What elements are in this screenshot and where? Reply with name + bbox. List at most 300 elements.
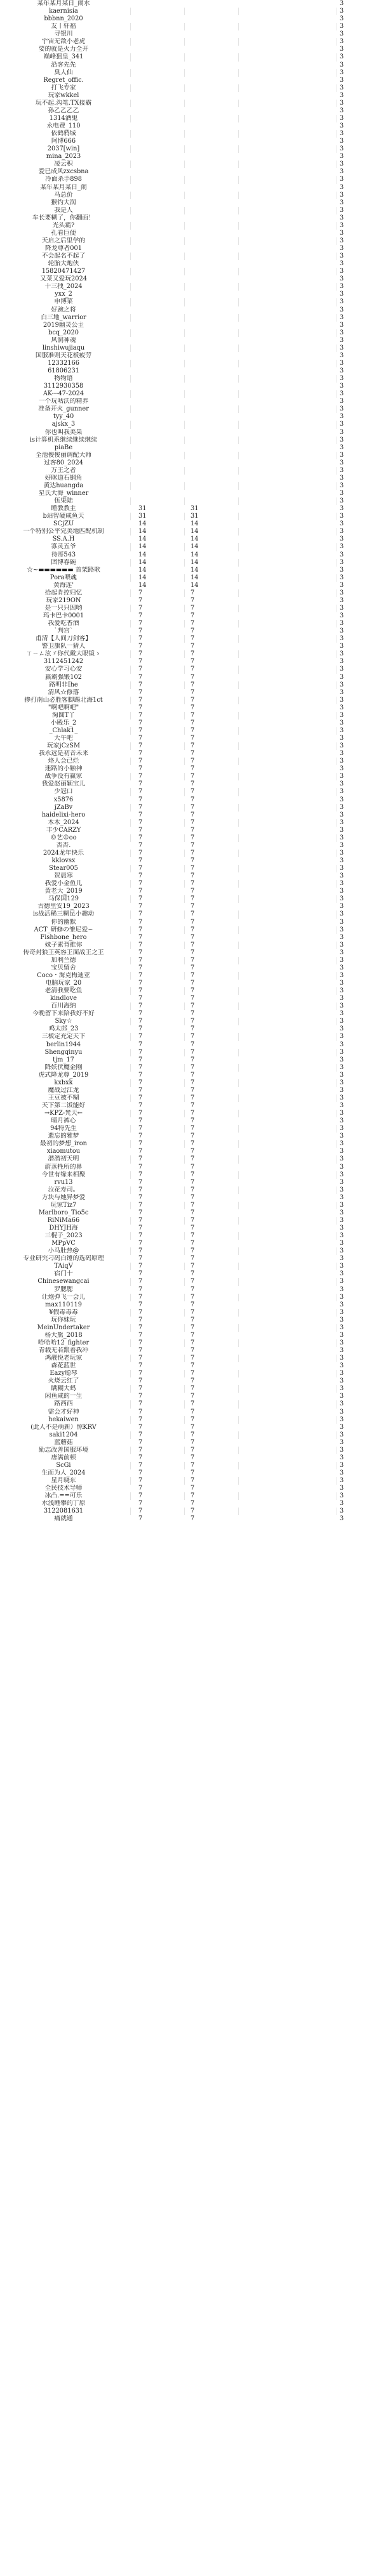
table-row bbox=[0, 1094, 381, 1102]
score-c-cell: 3 bbox=[340, 1477, 344, 1485]
table-row bbox=[0, 926, 381, 934]
table-row bbox=[0, 903, 381, 910]
score-a-cell: 7 bbox=[138, 788, 143, 796]
score-a-cell: 7 bbox=[138, 1240, 143, 1247]
score-b-cell: 7 bbox=[190, 865, 195, 872]
score-b-cell: 7 bbox=[190, 895, 195, 903]
score-c-cell: 3 bbox=[340, 15, 344, 23]
score-b-cell: 7 bbox=[190, 1485, 195, 1492]
score-b-cell: 7 bbox=[190, 1393, 195, 1400]
name-cell: yxx_2 bbox=[55, 291, 72, 298]
table-row bbox=[0, 597, 381, 605]
name-cell: 玩家219ON bbox=[46, 596, 81, 604]
score-a-cell: 7 bbox=[138, 1048, 143, 1056]
score-a-cell: 7 bbox=[138, 818, 143, 826]
score-b-cell: 7 bbox=[190, 1018, 195, 1025]
score-b-cell: 7 bbox=[190, 788, 195, 796]
table-row bbox=[0, 360, 381, 367]
table-row bbox=[0, 1439, 381, 1447]
name-cell: kaernisia bbox=[49, 8, 78, 15]
table-row bbox=[0, 972, 381, 980]
score-b-cell: 7 bbox=[190, 704, 195, 711]
score-b-cell: 7 bbox=[190, 880, 195, 888]
score-c-cell: 3 bbox=[340, 1446, 344, 1454]
score-c-cell: 3 bbox=[340, 1370, 344, 1377]
name-cell: 潜潜初天明 bbox=[48, 1155, 79, 1163]
table-row bbox=[0, 161, 381, 168]
score-c-cell: 3 bbox=[340, 428, 344, 436]
score-c-cell: 3 bbox=[340, 1362, 344, 1370]
score-b-cell: 7 bbox=[190, 673, 195, 681]
score-b-cell: 7 bbox=[190, 1079, 195, 1086]
table-row bbox=[0, 1424, 381, 1431]
table-row bbox=[0, 949, 381, 957]
score-c-cell: 3 bbox=[340, 206, 344, 214]
name-cell: 冰凸.==可乐 bbox=[44, 1492, 83, 1500]
table-row bbox=[0, 658, 381, 666]
score-c-cell: 3 bbox=[340, 84, 344, 91]
score-a-cell: 7 bbox=[138, 1339, 143, 1346]
table-row bbox=[0, 214, 381, 222]
score-b-cell: 7 bbox=[190, 1163, 195, 1171]
score-a-cell: 14 bbox=[138, 520, 147, 528]
score-c-cell: 3 bbox=[340, 8, 344, 15]
table-row bbox=[0, 1355, 381, 1362]
name-cell: tjm_17 bbox=[53, 1056, 74, 1063]
score-b-cell: 31 bbox=[190, 513, 199, 520]
score-a-cell: 7 bbox=[138, 635, 143, 643]
score-b-cell: 14 bbox=[190, 551, 199, 558]
score-a-cell: 7 bbox=[138, 1018, 143, 1025]
table-row bbox=[0, 383, 381, 390]
score-a-cell: 14 bbox=[138, 566, 147, 574]
table-row bbox=[0, 520, 381, 528]
score-a-cell: 7 bbox=[138, 1102, 143, 1109]
score-b-cell: 7 bbox=[190, 1370, 195, 1377]
score-b-cell: 7 bbox=[190, 1002, 195, 1010]
score-c-cell: 3 bbox=[340, 53, 344, 61]
score-c-cell: 3 bbox=[340, 811, 344, 818]
score-b-cell: 7 bbox=[190, 735, 195, 742]
score-b-cell: 7 bbox=[190, 1362, 195, 1370]
name-cell: 电脑玩家_20 bbox=[45, 980, 82, 987]
score-a-cell: 7 bbox=[138, 1285, 143, 1293]
score-c-cell: 3 bbox=[340, 826, 344, 834]
score-a-cell: 7 bbox=[138, 1117, 143, 1125]
table-row bbox=[0, 1202, 381, 1209]
score-b-cell: 7 bbox=[190, 658, 195, 666]
name-cell: 迷路的小触神 bbox=[44, 765, 83, 773]
score-c-cell: 3 bbox=[340, 313, 344, 321]
score-b-cell: 7 bbox=[190, 1339, 195, 1346]
score-a-cell: 7 bbox=[138, 865, 143, 872]
score-a-cell: 7 bbox=[138, 711, 143, 719]
table-row bbox=[0, 704, 381, 712]
name-cell: 宿门十 bbox=[54, 1270, 73, 1278]
name-cell: 玩你妹玩 bbox=[51, 1316, 76, 1324]
score-a-cell: 7 bbox=[138, 1201, 143, 1209]
table-row bbox=[0, 1255, 381, 1263]
score-c-cell: 3 bbox=[340, 735, 344, 742]
table-row bbox=[0, 46, 381, 53]
score-a-cell: 7 bbox=[138, 964, 143, 971]
score-c-cell: 3 bbox=[340, 1041, 344, 1048]
score-b-cell: 7 bbox=[190, 841, 195, 849]
table-row bbox=[0, 1056, 381, 1064]
name-cell: 寻银川 bbox=[54, 30, 73, 38]
score-c-cell: 3 bbox=[340, 834, 344, 841]
table-row bbox=[0, 459, 381, 467]
table-row bbox=[0, 168, 381, 176]
score-b-cell: 7 bbox=[190, 758, 195, 765]
name-cell: 玩不起.沟笔.TX接霸 bbox=[35, 99, 92, 107]
name-cell: 警卫旗队一猜人 bbox=[41, 643, 86, 650]
name-cell: 蔚蒸牲所的鼻 bbox=[44, 1163, 83, 1171]
score-a-cell: 7 bbox=[138, 949, 143, 956]
score-c-cell: 3 bbox=[340, 1316, 344, 1324]
table-row bbox=[0, 1209, 381, 1217]
table-row bbox=[0, 1515, 381, 1523]
score-c-cell: 3 bbox=[340, 383, 344, 390]
score-c-cell: 3 bbox=[340, 872, 344, 880]
name-cell: 车长要糊了，你翻面！ bbox=[32, 214, 95, 221]
score-a-cell: 7 bbox=[138, 1025, 143, 1033]
name-cell: 鸡太郎_23 bbox=[48, 1025, 79, 1033]
name-cell: 冷面杀手898 bbox=[45, 176, 82, 183]
table-row bbox=[0, 819, 381, 827]
table-row bbox=[0, 720, 381, 727]
score-b-cell: 7 bbox=[190, 1469, 195, 1476]
score-c-cell: 3 bbox=[340, 1385, 344, 1393]
score-a-cell: 7 bbox=[138, 719, 143, 726]
score-b-cell: 7 bbox=[190, 1140, 195, 1148]
name-cell: 生而为人_2024 bbox=[41, 1469, 86, 1476]
score-c-cell: 3 bbox=[340, 253, 344, 260]
score-c-cell: 3 bbox=[340, 1270, 344, 1278]
name-cell: 你也叫我美果 bbox=[44, 428, 83, 436]
name-cell: _Chlak1_ bbox=[49, 726, 78, 734]
score-b-cell: 7 bbox=[190, 596, 195, 604]
score-c-cell: 3 bbox=[340, 528, 344, 536]
score-c-cell: 3 bbox=[340, 221, 344, 229]
score-c-cell: 3 bbox=[340, 612, 344, 619]
score-b-cell: 7 bbox=[190, 688, 195, 696]
score-a-cell: 7 bbox=[138, 688, 143, 696]
name-cell: 今晚留下来陪我好不好 bbox=[32, 1010, 95, 1018]
table-row bbox=[0, 1140, 381, 1148]
score-b-cell: 7 bbox=[190, 1355, 195, 1362]
score-a-cell: 7 bbox=[138, 1400, 143, 1408]
score-c-cell: 3 bbox=[340, 773, 344, 780]
score-c-cell: 3 bbox=[340, 750, 344, 758]
table-row bbox=[0, 1018, 381, 1025]
score-b-cell: 7 bbox=[190, 872, 195, 880]
score-b-cell: 7 bbox=[190, 818, 195, 826]
table-row bbox=[0, 1010, 381, 1018]
table-row bbox=[0, 490, 381, 497]
score-a-cell: 7 bbox=[138, 888, 143, 895]
name-cell: 臭人仙 bbox=[54, 69, 73, 76]
score-b-cell: 7 bbox=[190, 1423, 195, 1431]
table-row bbox=[0, 666, 381, 673]
name-cell: xiaomutou bbox=[46, 1148, 81, 1155]
name-cell: 61806231 bbox=[48, 367, 79, 374]
score-c-cell: 3 bbox=[340, 161, 344, 168]
table-row bbox=[0, 253, 381, 260]
score-c-cell: 3 bbox=[340, 1500, 344, 1508]
score-c-cell: 3 bbox=[340, 1163, 344, 1171]
score-b-cell: 7 bbox=[190, 604, 195, 612]
score-a-cell: 7 bbox=[138, 1086, 143, 1094]
score-a-cell: 7 bbox=[138, 726, 143, 734]
name-cell: 妹子素背推你 bbox=[44, 941, 83, 949]
score-b-cell: 7 bbox=[190, 612, 195, 619]
score-c-cell: 3 bbox=[340, 650, 344, 658]
score-c-cell: 3 bbox=[340, 413, 344, 421]
score-b-cell: 7 bbox=[190, 742, 195, 750]
score-c-cell: 3 bbox=[340, 1232, 344, 1240]
score-b-cell: 7 bbox=[190, 726, 195, 734]
name-cell: kklovsx bbox=[51, 857, 76, 864]
score-c-cell: 3 bbox=[340, 69, 344, 76]
name-cell: MPpVC bbox=[51, 1240, 76, 1247]
score-c-cell: 3 bbox=[340, 711, 344, 719]
name-cell: 光头霸? bbox=[52, 221, 75, 229]
score-c-cell: 3 bbox=[340, 214, 344, 221]
name-cell: 战争没有赢家 bbox=[44, 773, 83, 780]
score-b-cell: 7 bbox=[190, 589, 195, 596]
score-c-cell: 3 bbox=[340, 980, 344, 987]
table-row bbox=[0, 551, 381, 559]
score-a-cell: 7 bbox=[138, 1033, 143, 1041]
name-cell: 降妖伏魔金刚 bbox=[44, 1063, 83, 1071]
score-a-cell: 7 bbox=[138, 1225, 143, 1232]
name-cell: 沿客先先 bbox=[51, 61, 76, 69]
score-a-cell: 7 bbox=[138, 1362, 143, 1370]
table-row bbox=[0, 322, 381, 329]
table-row bbox=[0, 735, 381, 742]
table-row bbox=[0, 750, 381, 758]
name-cell: 全民技术导师 bbox=[44, 1485, 83, 1492]
name-cell: 3112451242 bbox=[43, 658, 84, 666]
name-cell: 闲鱼咸的一生 bbox=[44, 1393, 83, 1400]
name-cell: linshiwujiaqu bbox=[42, 344, 85, 352]
table-row bbox=[0, 1317, 381, 1324]
name-cell: 方块与她异梦爱 bbox=[41, 1193, 86, 1201]
score-c-cell: 3 bbox=[340, 1431, 344, 1438]
score-a-cell: 7 bbox=[138, 1133, 143, 1140]
table-row bbox=[0, 1492, 381, 1500]
score-c-cell: 3 bbox=[340, 620, 344, 628]
table-row bbox=[0, 38, 381, 46]
score-b-cell: 7 bbox=[190, 956, 195, 964]
score-c-cell: 3 bbox=[340, 742, 344, 750]
name-cell: 过客80_2024 bbox=[44, 459, 83, 466]
score-c-cell: 3 bbox=[340, 176, 344, 183]
table-row bbox=[0, 934, 381, 942]
score-c-cell: 3 bbox=[340, 1117, 344, 1125]
score-a-cell: 7 bbox=[138, 880, 143, 888]
score-b-cell: 7 bbox=[190, 918, 195, 926]
score-c-cell: 3 bbox=[340, 658, 344, 666]
name-cell: 15820471427 bbox=[41, 268, 86, 275]
score-c-cell: 3 bbox=[340, 0, 344, 7]
table-row bbox=[0, 910, 381, 918]
name-cell: kindlove bbox=[50, 995, 77, 1002]
name-cell: 物物语 bbox=[54, 375, 73, 383]
table-row bbox=[0, 413, 381, 421]
table-row bbox=[0, 405, 381, 413]
name-cell: 水浅睡攀的丁原 bbox=[41, 1500, 86, 1508]
name-cell: 玛卡巴卡0001 bbox=[43, 612, 84, 619]
table-row bbox=[0, 650, 381, 658]
score-a-cell: 31 bbox=[138, 505, 147, 513]
score-a-cell: 7 bbox=[138, 1423, 143, 1431]
score-a-cell: 14 bbox=[138, 528, 147, 536]
score-c-cell: 3 bbox=[340, 910, 344, 918]
name-cell: SCjZU bbox=[53, 520, 74, 528]
score-c-cell: 3 bbox=[340, 1355, 344, 1362]
score-a-cell: 14 bbox=[138, 581, 147, 589]
name-cell: 固博春碗 bbox=[51, 558, 76, 566]
score-b-cell: 7 bbox=[190, 1377, 195, 1385]
name-cell: 羸霸强锻102 bbox=[45, 673, 82, 681]
score-a-cell: 7 bbox=[138, 1377, 143, 1385]
score-b-cell: 7 bbox=[190, 1133, 195, 1140]
score-c-cell: 3 bbox=[340, 1400, 344, 1408]
name-cell: 12332166 bbox=[48, 359, 79, 367]
score-b-cell: 7 bbox=[190, 1316, 195, 1324]
score-a-cell: 7 bbox=[138, 941, 143, 949]
table-row bbox=[0, 872, 381, 880]
name-cell: 鸿靓悦老玩家 bbox=[44, 1355, 83, 1362]
table-row bbox=[0, 1393, 381, 1400]
score-b-cell: 7 bbox=[190, 1278, 195, 1285]
score-b-cell: 7 bbox=[190, 1454, 195, 1461]
table-row bbox=[0, 275, 381, 283]
table-row bbox=[0, 1041, 381, 1049]
score-c-cell: 3 bbox=[340, 681, 344, 688]
table-row bbox=[0, 0, 381, 8]
score-c-cell: 3 bbox=[340, 803, 344, 811]
score-b-cell: 7 bbox=[190, 1171, 195, 1178]
name-cell: 杨大熊_2018 bbox=[44, 1331, 83, 1339]
name-cell: 星月晓东 bbox=[51, 1477, 76, 1485]
score-b-cell: 7 bbox=[190, 849, 195, 857]
name-cell: 马总价 bbox=[54, 191, 73, 199]
table-row bbox=[0, 850, 381, 857]
score-a-cell: 7 bbox=[138, 1163, 143, 1171]
name-cell: Stear005 bbox=[49, 865, 78, 872]
table-row bbox=[0, 130, 381, 138]
name-cell: 三板定充定天下 bbox=[41, 1033, 86, 1041]
score-a-cell: 7 bbox=[138, 926, 143, 933]
table-row bbox=[0, 765, 381, 773]
score-b-cell: 7 bbox=[190, 1400, 195, 1408]
table-row bbox=[0, 559, 381, 567]
table-row bbox=[0, 199, 381, 207]
score-c-cell: 3 bbox=[340, 688, 344, 696]
score-a-cell: 7 bbox=[138, 1063, 143, 1071]
score-c-cell: 3 bbox=[340, 888, 344, 895]
table-row bbox=[0, 1477, 381, 1485]
name-cell: 好眯道石钢角 bbox=[44, 474, 83, 482]
table-row bbox=[0, 1217, 381, 1225]
table-row bbox=[0, 237, 381, 245]
score-c-cell: 3 bbox=[340, 30, 344, 38]
table-row bbox=[0, 804, 381, 812]
score-a-cell: 7 bbox=[138, 849, 143, 857]
name-cell: 风洞神魂 bbox=[51, 336, 76, 344]
table-row bbox=[0, 827, 381, 834]
score-a-cell: 7 bbox=[138, 1071, 143, 1079]
table-row bbox=[0, 1508, 381, 1515]
table-row bbox=[0, 880, 381, 888]
score-b-cell: 7 bbox=[190, 696, 195, 704]
score-b-cell: 7 bbox=[190, 1025, 195, 1033]
table-row bbox=[0, 1416, 381, 1424]
score-c-cell: 3 bbox=[340, 291, 344, 298]
score-a-cell: 7 bbox=[138, 1316, 143, 1324]
table-row bbox=[0, 528, 381, 536]
table-row bbox=[0, 1171, 381, 1179]
table-row bbox=[0, 1286, 381, 1294]
table-row bbox=[0, 176, 381, 183]
table-row bbox=[0, 773, 381, 780]
score-b-cell: 7 bbox=[190, 681, 195, 688]
score-a-cell: 7 bbox=[138, 1355, 143, 1362]
score-c-cell: 3 bbox=[340, 1255, 344, 1263]
table-row bbox=[0, 467, 381, 475]
score-c-cell: 3 bbox=[340, 1285, 344, 1293]
score-a-cell: 7 bbox=[138, 589, 143, 596]
name-cell: 甫清【人间刀剑客】 bbox=[35, 635, 92, 643]
score-a-cell: 7 bbox=[138, 1461, 143, 1469]
score-c-cell: 3 bbox=[340, 91, 344, 99]
score-c-cell: 3 bbox=[340, 1240, 344, 1247]
score-b-cell: 7 bbox=[190, 1438, 195, 1446]
score-b-cell: 7 bbox=[190, 1216, 195, 1224]
score-c-cell: 3 bbox=[340, 1025, 344, 1033]
score-c-cell: 3 bbox=[340, 1063, 344, 1071]
table-row bbox=[0, 1409, 381, 1416]
name-cell: is战活稀三糊昆小趣动 bbox=[32, 910, 95, 918]
score-b-cell: 7 bbox=[190, 620, 195, 628]
name-cell: 3122081631 bbox=[43, 1508, 84, 1515]
score-c-cell: 3 bbox=[340, 1339, 344, 1346]
table-row bbox=[0, 298, 381, 306]
score-a-cell: 7 bbox=[138, 1301, 143, 1308]
name-cell: is计算机系继续继续继续 bbox=[29, 436, 98, 444]
score-b-cell: 7 bbox=[190, 1010, 195, 1018]
name-cell: SS.A.H bbox=[52, 536, 75, 543]
table-row bbox=[0, 689, 381, 697]
table-row bbox=[0, 1033, 381, 1041]
score-b-cell: 7 bbox=[190, 888, 195, 895]
score-a-cell: 7 bbox=[138, 1247, 143, 1255]
score-b-cell: 7 bbox=[190, 666, 195, 673]
score-a-cell: 7 bbox=[138, 596, 143, 604]
score-b-cell: 7 bbox=[190, 1446, 195, 1454]
name-cell: 虎式降龙尊_2019 bbox=[38, 1071, 89, 1079]
table-row bbox=[0, 1133, 381, 1140]
score-b-cell: 7 bbox=[190, 1293, 195, 1301]
score-c-cell: 3 bbox=[340, 61, 344, 69]
table-row bbox=[0, 107, 381, 115]
table-row bbox=[0, 84, 381, 92]
table-row bbox=[0, 1087, 381, 1094]
name-cell: 十三拽_2024 bbox=[44, 283, 83, 291]
